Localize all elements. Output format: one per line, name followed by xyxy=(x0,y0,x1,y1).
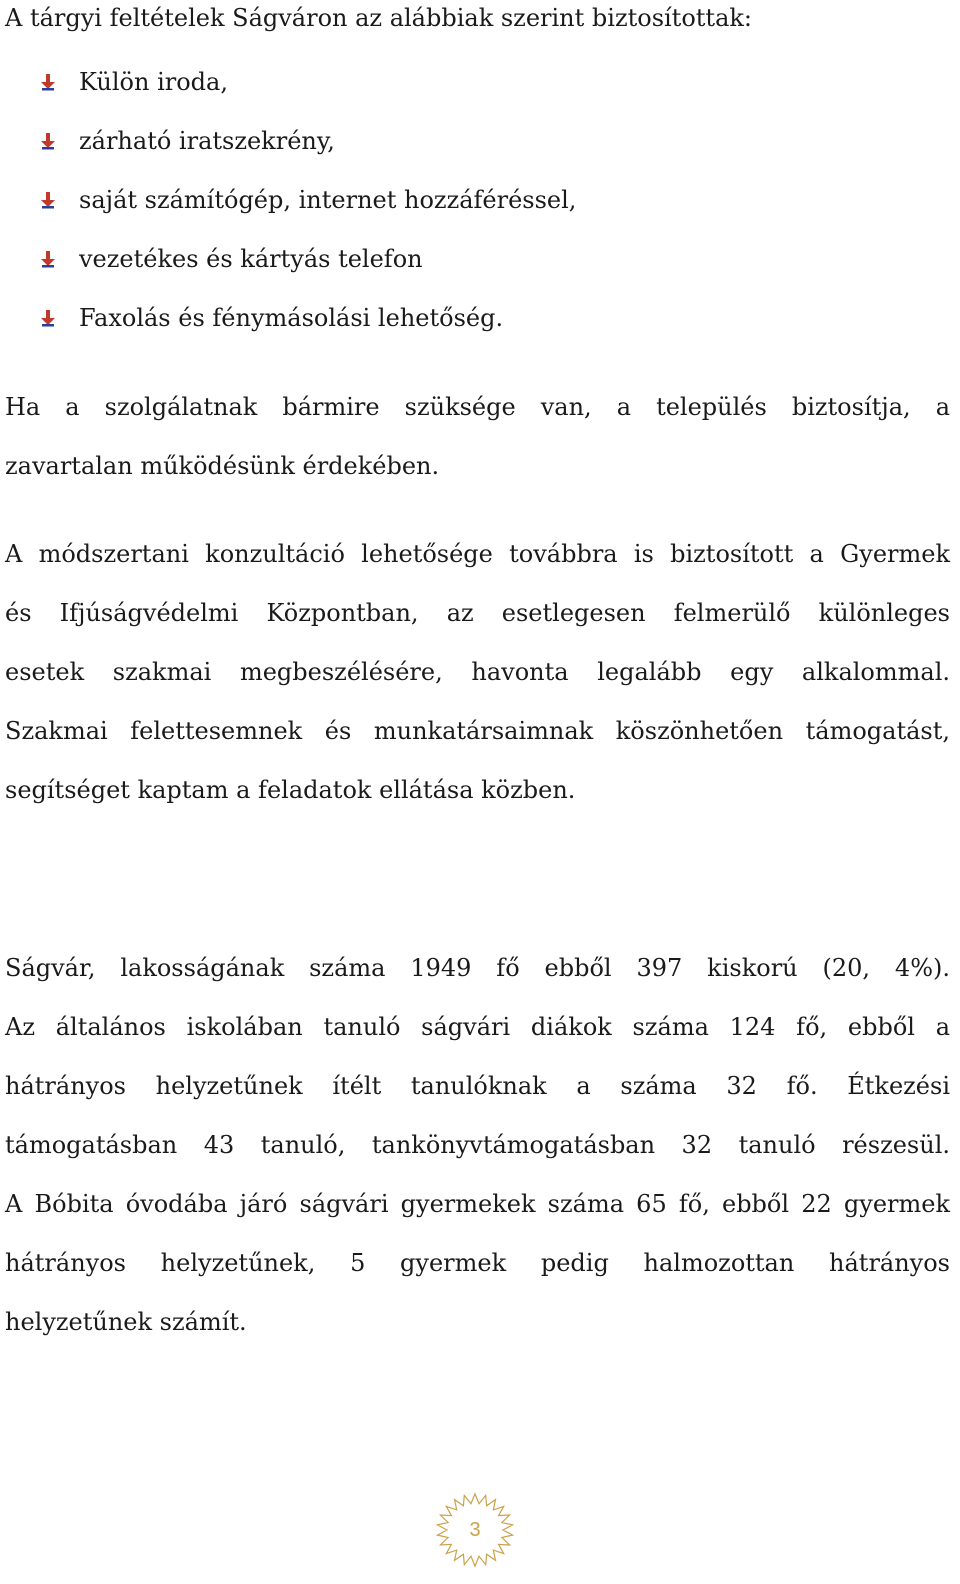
paragraph-consultation xyxy=(5,525,950,820)
paragraph-support xyxy=(5,378,950,496)
paragraph-line: hátrányos helyzetűnek ítélt tanulóknak a száma 32 fő. Étkezési xyxy=(5,1072,950,1100)
list-item xyxy=(5,288,955,347)
intro-text: A tárgyi feltételek Ságváron az alábbiak szerint biztosítottak: xyxy=(5,4,752,32)
arrow-down-bullet-icon xyxy=(39,309,57,327)
paragraph-line: A Bóbita óvodába járó ságvári gyermekek száma 65 fő, ebből 22 gyermek xyxy=(5,1190,950,1218)
equipment-list xyxy=(5,52,955,347)
list-item-text: Faxolás és fénymásolási lehetőség. xyxy=(79,303,504,332)
paragraph-line: Ha a szolgálatnak bármire szüksége van, a település biztosítja, a xyxy=(5,393,950,421)
paragraph-line: segítséget kaptam a feladatok ellátása közben. xyxy=(5,776,576,804)
arrow-down-bullet-icon xyxy=(39,191,57,209)
paragraph-line: A módszertani konzultáció lehetősége továbbra is biztosított a Gyermek xyxy=(5,540,950,568)
paragraph-line: és Ifjúságvédelmi Központban, az esetlegesen felmerülő különleges xyxy=(5,599,950,627)
list-item xyxy=(5,111,955,170)
paragraph-line: Szakmai felettesemnek és munkatársaimnak köszönhetően támogatást, xyxy=(5,717,950,745)
paragraph-line: Ságvár, lakosságának száma 1949 fő ebből 397 kiskorú (20, 4%). xyxy=(5,954,950,982)
list-item xyxy=(5,52,955,111)
list-item-text: Külön iroda, xyxy=(79,67,228,96)
page-number: 3 xyxy=(469,1519,481,1541)
paragraph-line: támogatásban 43 tanuló, tankönyvtámogatásban 32 tanuló részesül. xyxy=(5,1131,950,1159)
list-item xyxy=(5,170,955,229)
paragraph-statistics xyxy=(5,939,950,1352)
paragraph-line: zavartalan működésünk érdekében. xyxy=(5,452,440,480)
paragraph-line: hátrányos helyzetűnek, 5 gyermek pedig halmozottan hátrányos xyxy=(5,1249,950,1277)
arrow-down-bullet-icon xyxy=(39,73,57,91)
arrow-down-bullet-icon xyxy=(39,250,57,268)
paragraph-line: esetek szakmai megbeszélésére, havonta legalább egy alkalommal. xyxy=(5,658,950,686)
list-item-text: saját számítógép, internet hozzáféréssel, xyxy=(79,185,577,214)
list-item-text: zárható iratszekrény, xyxy=(79,126,335,155)
list-item-text: vezetékes és kártyás telefon xyxy=(79,244,423,273)
list-item xyxy=(5,229,955,288)
page-number-badge xyxy=(425,1490,525,1570)
paragraph-line: helyzetűnek számít. xyxy=(5,1308,247,1336)
arrow-down-bullet-icon xyxy=(39,132,57,150)
paragraph-line: Az általános iskolában tanuló ságvári diákok száma 124 fő, ebből a xyxy=(5,1013,950,1041)
